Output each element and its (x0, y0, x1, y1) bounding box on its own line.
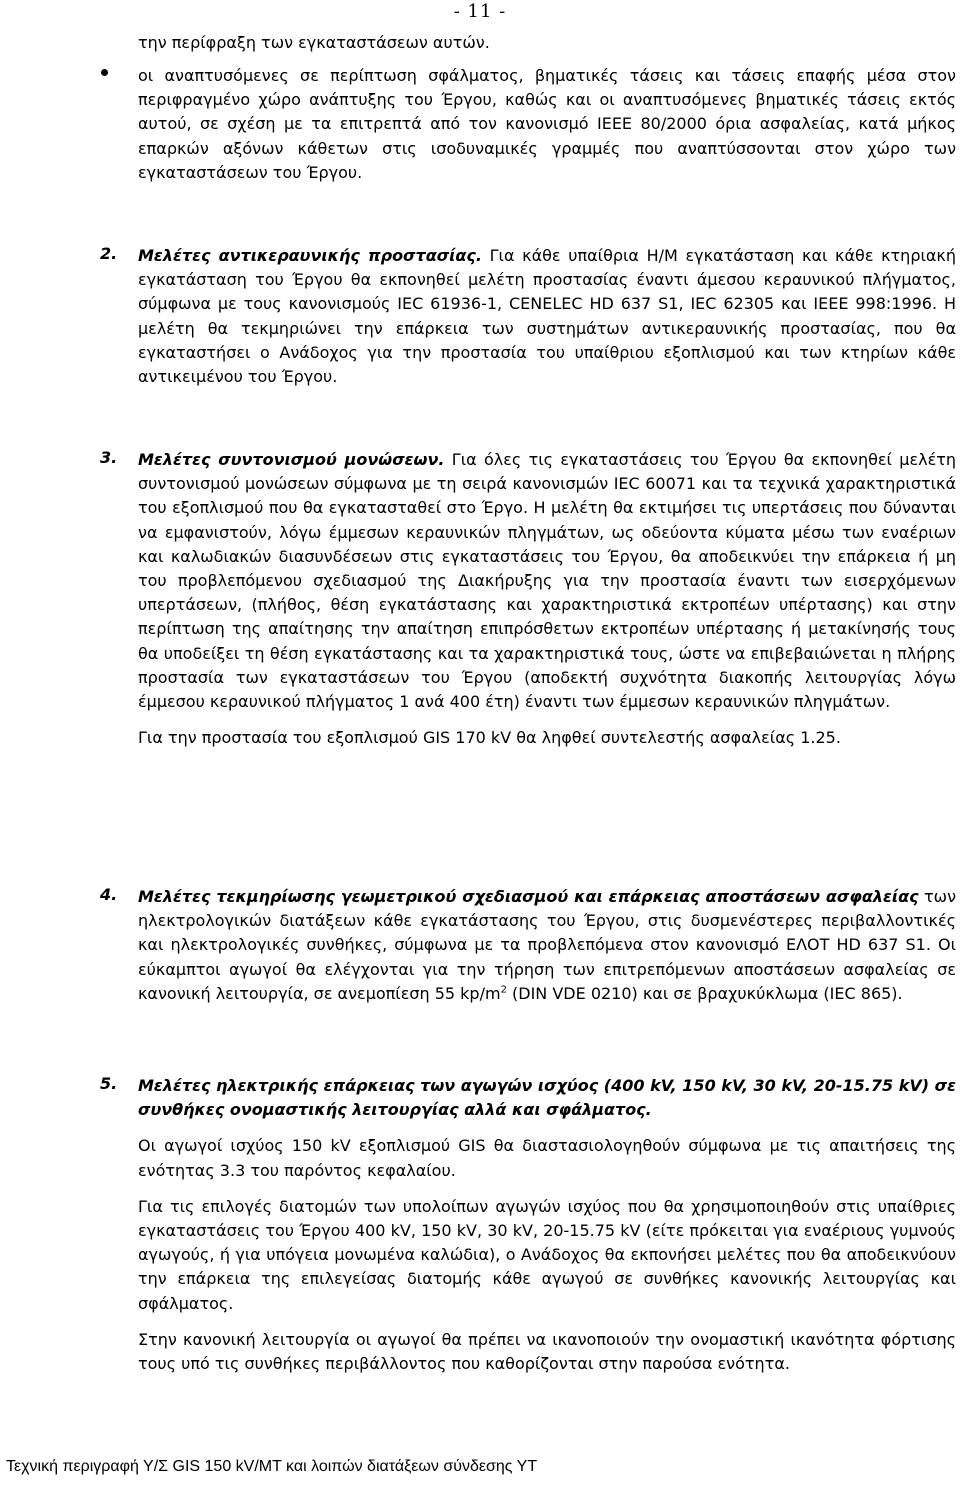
section-4-heading: Μελέτες τεκμηρίωσης γεωμετρικού σχεδιασμού και επάρκειας αποστάσεων ασφαλείας (138, 887, 919, 906)
section-2 (138, 244, 956, 389)
section-3-number: 3. (100, 448, 118, 467)
section-5-paragraph-1: Οι αγωγοί ισχύος 150 kV εξοπλισμού GIS θα διαστασιολογηθούν σύμφωνα με τις απαιτήσεις της ενότητας 3.3 του παρόντος κεφαλαίου. (138, 1136, 956, 1180)
bullet-icon (101, 69, 108, 76)
section-2-body: Για κάθε υπαίθρια Η/Μ εγκατάσταση και κάθε κτηριακή εγκατάσταση του Έργου θα εκπονηθεί μελέτη προστασίας έναντι άμεσου κεραυνικού πλήγματος, σύμφωνα με τους κανονισμούς IEC 61936-1, CENELEC HD 637 S1, IEC 62305 και IEEE 998:1996. Η μελέτη θα τεκμηριώνει την επάρκεια των συστημάτων αντικεραυνικής προστασίας, που θα εγκαταστήσει ο Ανάδοχος για την προστασία του υπαίθριου εξοπλισμού και των κτηρίων κάθε αντικειμένου του Έργου. (138, 246, 957, 387)
section-2-heading: Μελέτες αντικεραυνικής προστασίας. (138, 246, 482, 265)
section-4-paragraph (138, 885, 956, 1006)
page-footer: Τεχνική περιγραφή Υ/Σ GIS 150 kV/MT και λοιπών διατάξεων σύνδεσης ΥΤ (6, 1458, 538, 1475)
superscript-two: 2 (500, 984, 507, 996)
section-2-number: 2. (100, 244, 118, 263)
bullet-text: οι αναπτυσόμενες σε περίπτωση σφάλματος, βηματικές τάσεις και τάσεις επαφής μέσα στον περιφραγμένο χώρο ανάπτυξης του Έργου, καθώς και οι αναπτυσόμενες βηματικές τάσεις εκτός αυτού, σε σχέση με τα επιτρεπτά από τον κανονισμό IEEE 80/2000 όρια ασφαλείας, κατά μήκος επαρκών αξόνων κάθετων στις ισοδυναμικές γραμμές που αναπτύσσονται στον χώρο των εγκαταστάσεων του Έργου. (138, 66, 956, 182)
section-3-body: Για όλες τις εγκαταστάσεις του Έργου θα εκπονηθεί μελέτη συντονισμού μονώσεων σύμφωνα με τη σειρά κανονισμών IEC 60071 και τα τεχνικά χαρακτηριστικά του εξοπλισμού που θα εγκατασταθεί στο Έργο. Η μελέτη θα εκτιμήσει τις υπερτάσεις που δύνανται να εμφανιστούν, λόγω έμμεσων κεραυνικών πληγμάτων, ως οδεύοντα κύματα μέσω των εναέριων και καλωδιακών διασυνδέσεων στις εγκαταστάσεις του Έργου, θα αποδεικνύει την επάρκεια ή μη του προβλεπόμενου σχεδιασμού της Διακήρυξης για την προστασία έναντι των εισερχόμενων υπερτάσεων, (πλήθος, θέση εγκατάστασης και χαρακτηριστικά εκτροπέων υπέρτασης) και στην περίπτωση της απαίτησης την απαίτηση επιπρόσθετων εκτροπέων υπέρτασης ή μετακίνησής τους θα υποδείξει τη θέση εγκατάστασης και τα χαρακτηριστικά τους, ώστε να επιβεβαιώνεται η πλήρης προστασία των εγκαταστάσεων του Έργου (αποδεκτή συχνότητα διακοπής λειτουργίας λόγω έμμεσου κεραυνικού πλήγματος 1 ανά 400 έτη) έναντι των έμμεσων κεραυνικών πληγμάτων. (138, 450, 957, 712)
section-5-paragraph-2: Για τις επιλογές διατομών των υπολοίπων αγωγών ισχύος που θα χρησιμοποιηθούν στις υπαίθριες εγκαταστάσεις του Έργου 400 kV, 150 kV, 30 kV, 20-15.75 kV (είτε πρόκειται για εναέριους γυμνούς αγωγούς, ή για υπόγεια μονωμένα καλώδια), ο Ανάδοχος θα εκπονήσει μελέτες που θα αποδεικνύουν την επάρκεια της επιλεγείσας διατομής κάθε αγωγού σε συνθήκες κανονικής λειτουργίας και σφάλματος. (138, 1196, 956, 1313)
section-3-paragraph (138, 448, 956, 714)
section-4-body: των ηλεκτρολογικών διατάξεων κάθε εγκατάστασης του Έργου, στις δυσμενέστερες περιβαλλοντικές και ηλεκτρολογικές συνθήκες, σύμφωνα με τα προβλεπόμενα στον κανονισμό ΕΛΟΤ HD 637 S1. Οι εύκαμπτοι αγωγοί θα ελέγχονται για την τήρηση των επιτρεπόμενων αποστάσεων ασφαλείας σε κανονική λειτουργία, σε ανεμοπίεση 55 kp/m (138, 887, 956, 1003)
bullet-item (138, 64, 956, 185)
section-4-number: 4. (100, 885, 118, 904)
section-3-paragraph-2: Για την προστασία του εξοπλισμού GIS 170 kV θα ληφθεί συντελεστής ασφαλείας 1.25. (138, 728, 841, 748)
section-3 (138, 448, 956, 750)
section-5 (138, 1074, 956, 1376)
section-5-heading: Μελέτες ηλεκτρικής επάρκειας των αγωγών ισχύος (400 kV, 150 kV, 30 kV, 20-15.75 kV) σε συνθήκες ονομαστικής λειτουργίας αλλά και σφάλματος. (138, 1076, 956, 1120)
section-5-number: 5. (100, 1074, 118, 1093)
section-4 (138, 885, 956, 1006)
page-number: - 11 - (453, 1, 507, 22)
intro-text: την περίφραξη των εγκαταστάσεων αυτών. (138, 33, 490, 52)
intro-line (138, 31, 956, 55)
section-3-heading: Μελέτες συντονισμού μονώσεων. (138, 450, 445, 469)
section-5-paragraph-3: Στην κανονική λειτουργία οι αγωγοί θα πρέπει να ικανοποιούν την ονομαστική ικανότητα φόρτισης τους υπό τις συνθήκες περιβάλλοντος που καθορίζονται στην παρούσα ενότητα. (138, 1329, 956, 1374)
section-4-tail: (DIN VDE 0210) και σε βραχυκύκλωμα (IEC 865). (506, 983, 903, 1003)
section-2-paragraph (138, 244, 956, 389)
